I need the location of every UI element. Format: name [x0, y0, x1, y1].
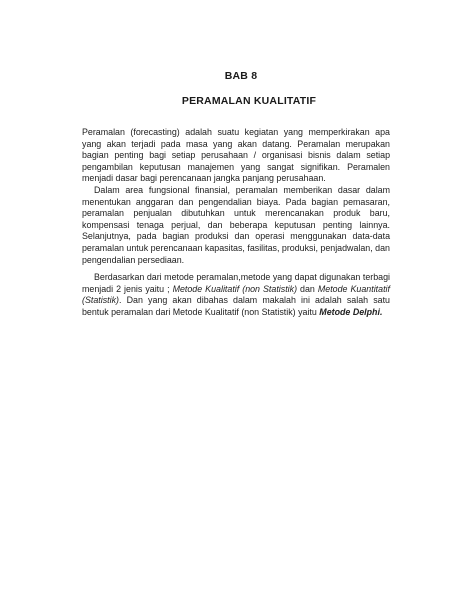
- methods-text-part3: . Dan yang akan dibahas dalam makalah ini adalah salah satu bentuk peramalan dari Metode Kualitatif (non Statistik) yaitu: [82, 295, 390, 317]
- paragraph-methods: [82, 272, 390, 318]
- paragraph-forecasting-definition: Peramalan (forecasting) adalah suatu kegiatan yang memperkirakan apa yang akan terjadi pada masa yang akan datang. Peramalan merupakan bagian penting bagi setiap perusahaan / organisasi bisnis dalam setiap pengambilan keputusan manajemen yang sangat signifikan. Peramalen menjadi dasar bagi perencanaan jangka panjang perusahaan.: [82, 127, 390, 184]
- methods-text-part1: Berdasarkan dari metode peramalan,metode yang dapat digunakan terbagi menjadi 2 jenis yaitu ;: [82, 272, 390, 294]
- methods-text-part2: dan: [297, 283, 318, 294]
- method-quantitative: Metode Kuantitatif (Statistik): [82, 283, 390, 306]
- method-delphi: Metode Delphi.: [319, 306, 383, 317]
- method-qualitative: Metode Kualitatif (non Statistik): [172, 283, 298, 294]
- body-text: [82, 127, 390, 319]
- chapter-heading: BAB 8: [224, 70, 258, 82]
- paragraph-functional-areas: Dalam area fungsional finansial, peramalan memberikan dasar dalam menentukan anggaran dan pengendalian biaya. Pada bagian pemasaran, peramalan penjualan dibutuhkan untuk merencanakan produk baru, kompensasi tenaga perjual, dan beberapa keputusan penting lainnya. Selanjutnya, pada bagian produksi dan operasi menggunakan data-data peramalan untuk perencanaan kapasitas, fasilitas, produksi, penjadwalan, dan pengendalian persediaan.: [82, 184, 390, 265]
- chapter-title: PERAMALAN KUALITATIF: [181, 95, 317, 107]
